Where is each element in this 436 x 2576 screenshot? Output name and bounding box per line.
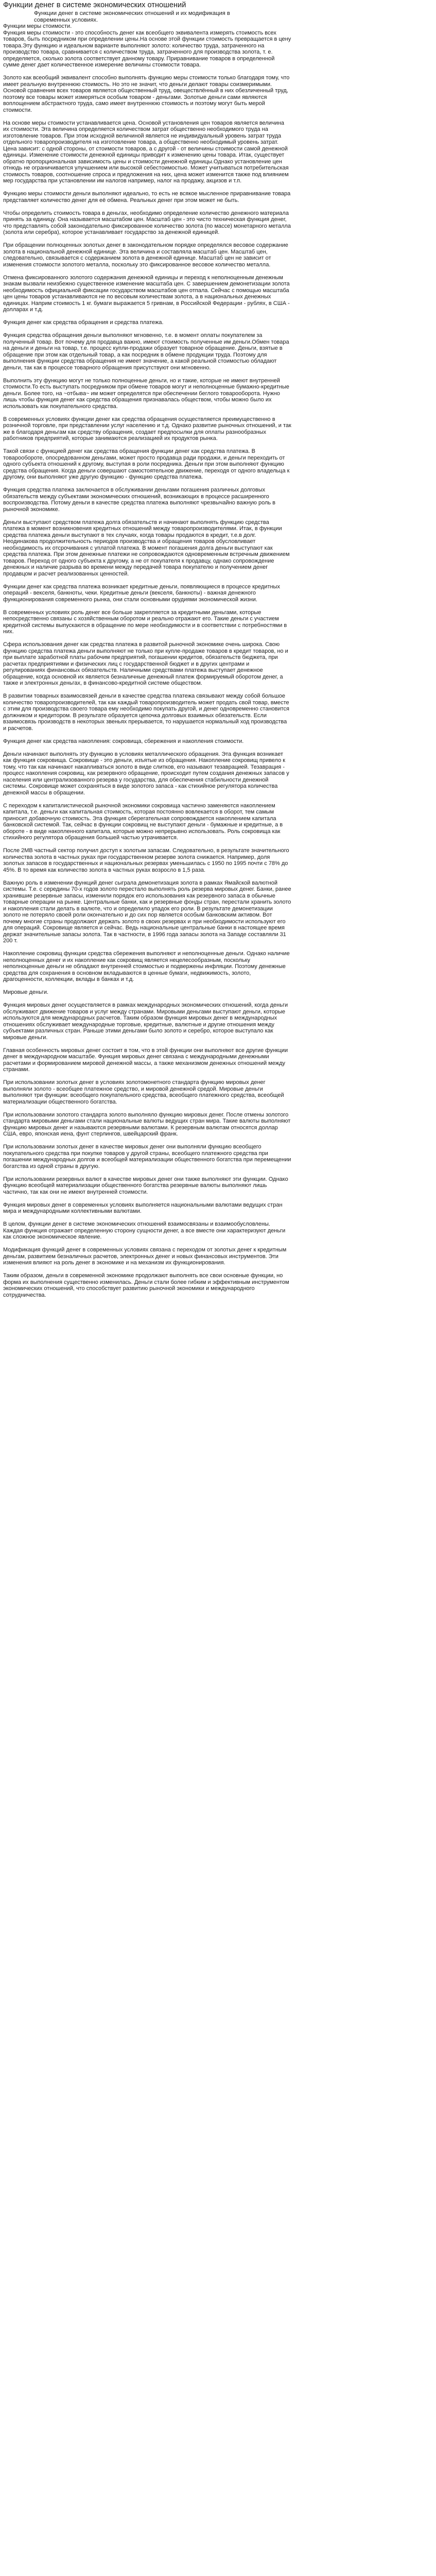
article-body	[3, 23, 291, 1298]
paragraph: Функция меры стоимости - это способность денег как всеобщего эквивалента измерять стоимость всех товаров, быть посредником при определении цены.На основе этой функции стоимость превращается в цену товара.Эту функцию и идеальном варианте выполняют золото: количество труда, затраченного на производство товара, сравнивается с количеством труда, затраченного для производства золота, т. е. определяется, сколько золота соответствует данному товару. Приравнивание товаров в определенной сумме денег дает количественное измерение величины стоимости товара.	[3, 29, 291, 68]
paragraph: Модификация функций денег в современных условиях связана с переходом от золотых денег к кредитным деньгам, развитием безналичных расчетов, электронных денег и новых финансовых инструментов. Эти изменения влияют на роль денег в экономике и на механизм их функционирования.	[3, 1247, 287, 1266]
paragraph: После 2МВ частный сектор получил доступ к золотым запасам. Следовательно, в результате значительного количества золота в частных руках при государственном резерве золота снижается. Например, доля золотых запасов в государственных и национальных резервах уменьшилась с 1950 по 1995 почти с 78% до 45%. В то время как количество золота в частных руках возросло в 1,5 раза.	[3, 848, 289, 873]
paragraph: Деньги начинают выполнять эту функцию в условиях металлического обращения. Эта функция возникает как функция сокровища. Сокровище - это деньги, изъятые из обращения. Накопление сокровищ привело к тому, что так как начинают накапливаться золото в виде слитков, его называют тезаврацией. Тезаврация - процесс накопления сокровищ, как резервного обращение, происходит путем создания денежных запасов у населения или централизованного резерва у государства, для обеспечения стабильности денежной системы. Сокровище может сохраняться в виде золотого запаса - как стихийное регулятора количества денежной массы в обращении.	[3, 751, 289, 796]
paragraph: В целом, функции денег в системе экономических отношений взаимосвязаны и взаимообусловлены. Каждая функция отражает определенную сторону сущности денег, а все вместе они характеризуют деньги как сложное экономическое явление.	[3, 1221, 286, 1240]
paragraph: Функции денег как средства платежа возникает кредитные деньги, появляющиеся в процессе кредитных операций - векселя, банкноты, чеки. Кредитные деньги (векселя, банкноты) - важная денежного функционирования современного рынка, они стали основными орудиями экономической жизни.	[3, 583, 280, 603]
paragraph: При использовании золотых денег в качестве мировых денег они выполняли функцию всеобщего покупательного средства при покупке товаров у другой страны, всеобщего платежного средства при погашении международных долгов и всеобщей материализации общественного богатства при перемещении богатства из одной страны в другую.	[3, 1144, 291, 1170]
paragraph: Отмена фиксированного золотого содержания денежной единицы и переход к неполноценным денежным знакам вызвали неизбежно существенное изменение масштаба цен. С завершением демонетизации золота необходимость официальной фиксации государством масштабов цен отпала. Сейчас с помощью масштаба цен цены товаров устанавливаются не по весовым количествам золота, а в национальных денежных единицах. Нaприм стоимость 1 кг. бумаги выражается 5 гривнам, в Российской Федерации - рублях, в США - долларах и т.д.	[3, 274, 290, 313]
paragraph: Деньги выступают средством платежа долга обязательств и начинают выполнять функцию средства платежа в момент возникновения кредитных отношений между товаропроизводителями. Итак, в функции средства платежа деньги выступают в тех случаях, когда товары продаются в кредит, т.е.в долг. Неодинакова продолжительность периодов производства и обращения товаров обусловливает необходимость их отсрочивания с уплатой платежа. В момент погашения долга деньги выступают как средства платежа. При этом денежные платежи не сопровождаются одновременным встречным движением товаров. Переход от одного субъекта к другому, а не от покупателя к продавцу, однако сопровождение денежных и наличие разрыва во времени между передачей товара покупателю и получением денег продавцом и расчет реализованных ценностей.	[3, 519, 290, 577]
paragraph: Функция мировых денег в современных условиях выполняется национальными валютами ведущих стран мира и международными коллективными валютами.	[3, 1201, 283, 1214]
paragraph: Выполнить эту функцию могут не только полноценные деньги, но и такие, которые не имеют внутренней стоимости.То есть выступать посредником при обмене товаров могут и неполноценные бумажно-кредитные деньги. Более того, на ~отбыва~ им может определятся при обеспечении беглого товарооборота. Нужно лишь чтобы функция денег как средства обращения признавалась обществом, чтобы можно было их использовать как покупательного средства.	[3, 377, 289, 410]
paragraph: В развитии товарных взаимосвязей деньги в качестве средства платежа связывают между собой большое количество товаропроизводителей, так как каждый товаропроизводитель может продать свой товар, вместе с этим для производства своего товара ему необходимо покупать другой, и денег одновременно становится должником и кредитором. В результате образуется цепочка долговых взаимных обязательств. Если взаимосвязь производств в некоторых звеньях прерывается, то нарушается нормальный ход производства и расчетов.	[3, 693, 289, 732]
paragraph: При использовании золотых денег в условиях золотомонетного стандарта функцию мировых денег выполняли золото - всеобщее платежное средство, и мировой денежной средой. Мировые деньги выполняют три функции: всеобщего покупательного средства, всеобщего платежного средства, всеобщей материализации общественного богатства.	[3, 1079, 284, 1105]
paragraph: При обращении полноценных золотых денег в законодательном порядке определялся весовое содержание золота в национальной денежной единице. Эта величина и составляла масштаб цен. Масштаб цен, следовательно, связывается с содержанием золота в денежной единице. Масштаб цен не зависит от изменения стоимости золотого металла, поскольку это фиксированное весовое количество металла.	[3, 242, 288, 268]
paragraph: Накопление сокровищ функции средства сбережения выполняют и неполноценные деньги. Однако наличие неполноценных денег и их накопление как сокровищ является нецелесообразным, поскольку неполноценные деньги не обладают внутренней стоимостью и подвержены инфляции. Поэтому денежные средства для сохранения в основном вкладываются в ценные бумаги, недвижимость, золото, драгоценности, коллекции, вклады в банках и т.д.	[3, 951, 290, 982]
article	[0, 0, 291, 1298]
section-heading: Мировые деньги.	[3, 989, 49, 995]
section-heading: Функция денег как средства обращения и средства платежа.	[3, 319, 164, 326]
paragraph: Сфера использования денег как средства платежа в развитой рыночной экономике очень широка. Свою функцию средства платежа деньги выполняют не только при купле-продаже товаров в кредит товаров, но и при выплате заработной платы рабочим предприятий, погашении кредитов, обязательств бюджета, при расчетах предприятиями и физических лиц с государственной бюджет и в других центрами и регулированиях финансовых обязательств. Наличными средствами платежа выступает денежное обращение, когда основной их является безналичные денежный платеж формируемый оборотом денег, а также и электронных деньгах, в финансово-кредитной системе обществом.	[3, 641, 288, 686]
paragraph: Функция мировых денег осуществляется в рамках международных экономических отношений, когда деньги обслуживают движение товаров и услуг между странами. Мировыми деньгами выступают деньги, которые используются для международных расчетов. Таким образом функция мировых денег в международных отношениях обслуживает международные торговые, кредитные, валютные и другие отношения между субъектами различных стран. Раньше этими деньгами было золото и серебро, которое выступало как мировые деньги.	[3, 1002, 288, 1041]
paragraph: На основе меры стоимости устанавливается цена. Основой установления цен товаров является величина их стоимости. Эта величина определяется количеством затрат общественно необходимого труда на изготовление товаров. При этом исходной величиной является не индивидуальный уровень затрат труда отдельного товаропроизводителя на изготовление товара, а общественно необходимый уровень затрат. Цена зависит: с одной стороны, от стоимости товаров, а с другой - от величины стоимости самой денежной единицы. Изменение стоимости денежной единицы приводит к изменению цены товара. Итак, существует обратно пропорциональная зависимость цены и стоимости денежной единицы.Однако установление цен отнюдь не ограничивается улучшением или высокой себестоимостью. Может учитываться потребительская стоимость товаров, соотношение спроса и предложения на них, цена может изменится также под влиянием мер государства при установлении им налогов например, налог на продажу, акцизов и т.п.	[3, 120, 289, 184]
section-heading: Функция денег как средства накопления: сокровища, сбережения и накопления стоимости.	[3, 738, 244, 744]
paragraph: Такой связи с функцией денег как средства обращения функции денег как средства платежа. В товарообороте, опосредованном деньгами, может просто продавца ради продажи, и деньги переходить от одного субъекта отношений к другому, выступая в роли посредника. Деньги при этом выполняют функцию средства обращения. Когда деньги совершают самостоятельное движение, переходя от одного владельца к другому, они выполняют уже другую функцию - функцию средства платежа.	[3, 448, 290, 480]
paragraph: С переходом к капиталистической рыночной экономики сокровища частично заменяются накоплением капитала, т.е. деньги как капитальная стоимость, которая постоянно вовлекается в оборот, тем самым приносит добавочную стоимость. Эта функция сберегательная сопровождается накоплением капитала банковской системой. Так, сейчас в функции сокровищ не выступают деньги - бумажные и кредитные, а в обороте - в виде накопленного капитала, которые можно непрерывно использовать. Роль сокровища как стихийного регулятора обращения большей частью утрачивается.	[3, 802, 283, 841]
paragraph: Функция средства платежа заключается в обслуживании деньгами погашения различных долговых обязательств между субъектами экономических отношений, возникающих в процессе расширенного воспроизводства. Потому деньги в качестве средства платежа выполняют чрезвычайно важную роль в рыночной экономике.	[3, 487, 275, 513]
page-subtitle: Функции денег в системе экономических отношений и их модификация в современных условиях.	[34, 10, 230, 23]
paragraph: Чтобы определить стоимость товара в деньгах, необходимо определение количество денежного материала принять за единицу. Она называется масштабом цен. Масштаб цен - это чисто техническая функция денег, что представлять собой законодательно фиксированное количество золота (по массе) монетарного металла (золота или серебра), которое устанавливает государство за денежной единицей.	[3, 210, 291, 235]
page-title: Функции денег в системе экономических отношений	[3, 1, 186, 9]
paragraph: При использовании золотого стандарта золото выполняло функцию мировых денег. После отмены золотого стандарта мировыми деньгами стали национальные валюты ведущих стран мира. Такие валюты выполняют функцию мировых денег и называются резервными валютами. К резервным валютам относятся доллар США, евро, японская иена, фунт стерлингов, швейцарский франк.	[3, 1111, 291, 1137]
paragraph: Таким образом, деньги в современной экономике продолжают выполнять все свои основные функции, но форма их выполнения существенно изменилась. Деньги стали более гибким и эффективным инструментом экономических отношений, что способствует развитию рыночной экономики и международного сотрудничества.	[3, 1273, 289, 1298]
paragraph: При использовании резервных валют в качестве мировых денег они также выполняют эти функции. Однако функцию всеобщей материализации общественного богатства резервные валюты выполняют лишь частично, так как они не имеют внутренней стоимости.	[3, 1176, 288, 1195]
paragraph: Функция средства обращения деньги выполняют мгновенно, т.е. в момент оплаты покупателем за полученный товар. Вот почему для продавца важно, имеют стоимость полученные им деньги.Обмен товара на деньги и деньги на товар, т.е. процесс купли-продажи образует товарное обращение. Деньги, взятые в обращение при этом как отдельный товар, а как посредник в обмене продукции труда. Поэтому для выполнения функции средства обращения не имеет значение, а какой реальной стоимостью обладают деньги, так как в процессе товарного обращения присутствуют они мгновенно.	[3, 332, 289, 371]
paragraph: Функцию меры стоимости деньги выполняют идеально, то есть не всякое мысленное приравнивание товара представляет количество денег для её обмена. Реальных денег при этом может не быть.	[3, 191, 291, 204]
section-heading: Функции меры стоимости.	[3, 23, 72, 29]
paragraph: Важную роль в изменении функций денег сыграла демонетизация золота в рамках Ямайской валютной системы. Т.е. с середины 70-х годов золото перестало выполнять роль резерва мировых денег. Банки, ранее хранившие резервные запасы, изменили порядок его использования как резервного запаса в обычные товарные операции на рынке. Центральные банки, как и резервные фонды стран, перестали хранить золото и накопления стали делать в валюте, что и определило упадок его роли. В результате демонетизации золото не потеряло своей роли окончательно и до сих пор является особым банковским активом. Вот почему многие страны продолжают держать золото в своих резервах и при необходимости используют его для операций. Сокровище является и сейчас. Ведь национальные центральные банки в настоящее время держат значительные запасы золота. Так в частности, в 1996 года запасы золота на Западе составляли 31 200 т.	[3, 879, 291, 944]
paragraph: Главная особенность мировых денег состоит в том, что в этой функции они выполняют все другие функции денег в международном масштабе. Функция мировых денег связана с международными денежными расчетами и формированием мировой денежной массы, а также механизмом денежных отношений между странами.	[3, 1047, 288, 1073]
paragraph: В современных условиях роль денег все больше закрепляется за кредитными деньгами, которые непосредственно связаны с хозяйственным оборотом и реально отражают его. Такие деньги с участием кредитной системы выпускаются в обращение по мере необходимости и в соответствии с потребностями в них.	[3, 609, 287, 635]
paragraph: Золото как всеобщий эквивалент способно выполнять функцию меры стоимости только благодаря тому, что имеет реальную внутреннюю стоимость. Но это не значит, что деньги делают товары соизмеримыми. Основой сравнения всех товаров является общественный труд, овеществлённый в них обезличенный труд, поэтому все товары может измеряться особым товаром - деньгами. Золотые деньги сами являются воплощением абстрактного труда, само имеет внутреннюю стоимость и поэтому могут быть мерой стоимости.	[3, 75, 290, 113]
paragraph: В современных условиях функции денег как средства обращения осуществляется преимущественно в розничной торговле, при представлении услуг населению и т.д. Однако развитие рыночных отношений, и так же в благодаря деньгам как средству обращения, создает предпосылки для оплаты разнообразных работников предприятий, которые занимаются реализацией их продуктов рынка.	[3, 416, 291, 442]
